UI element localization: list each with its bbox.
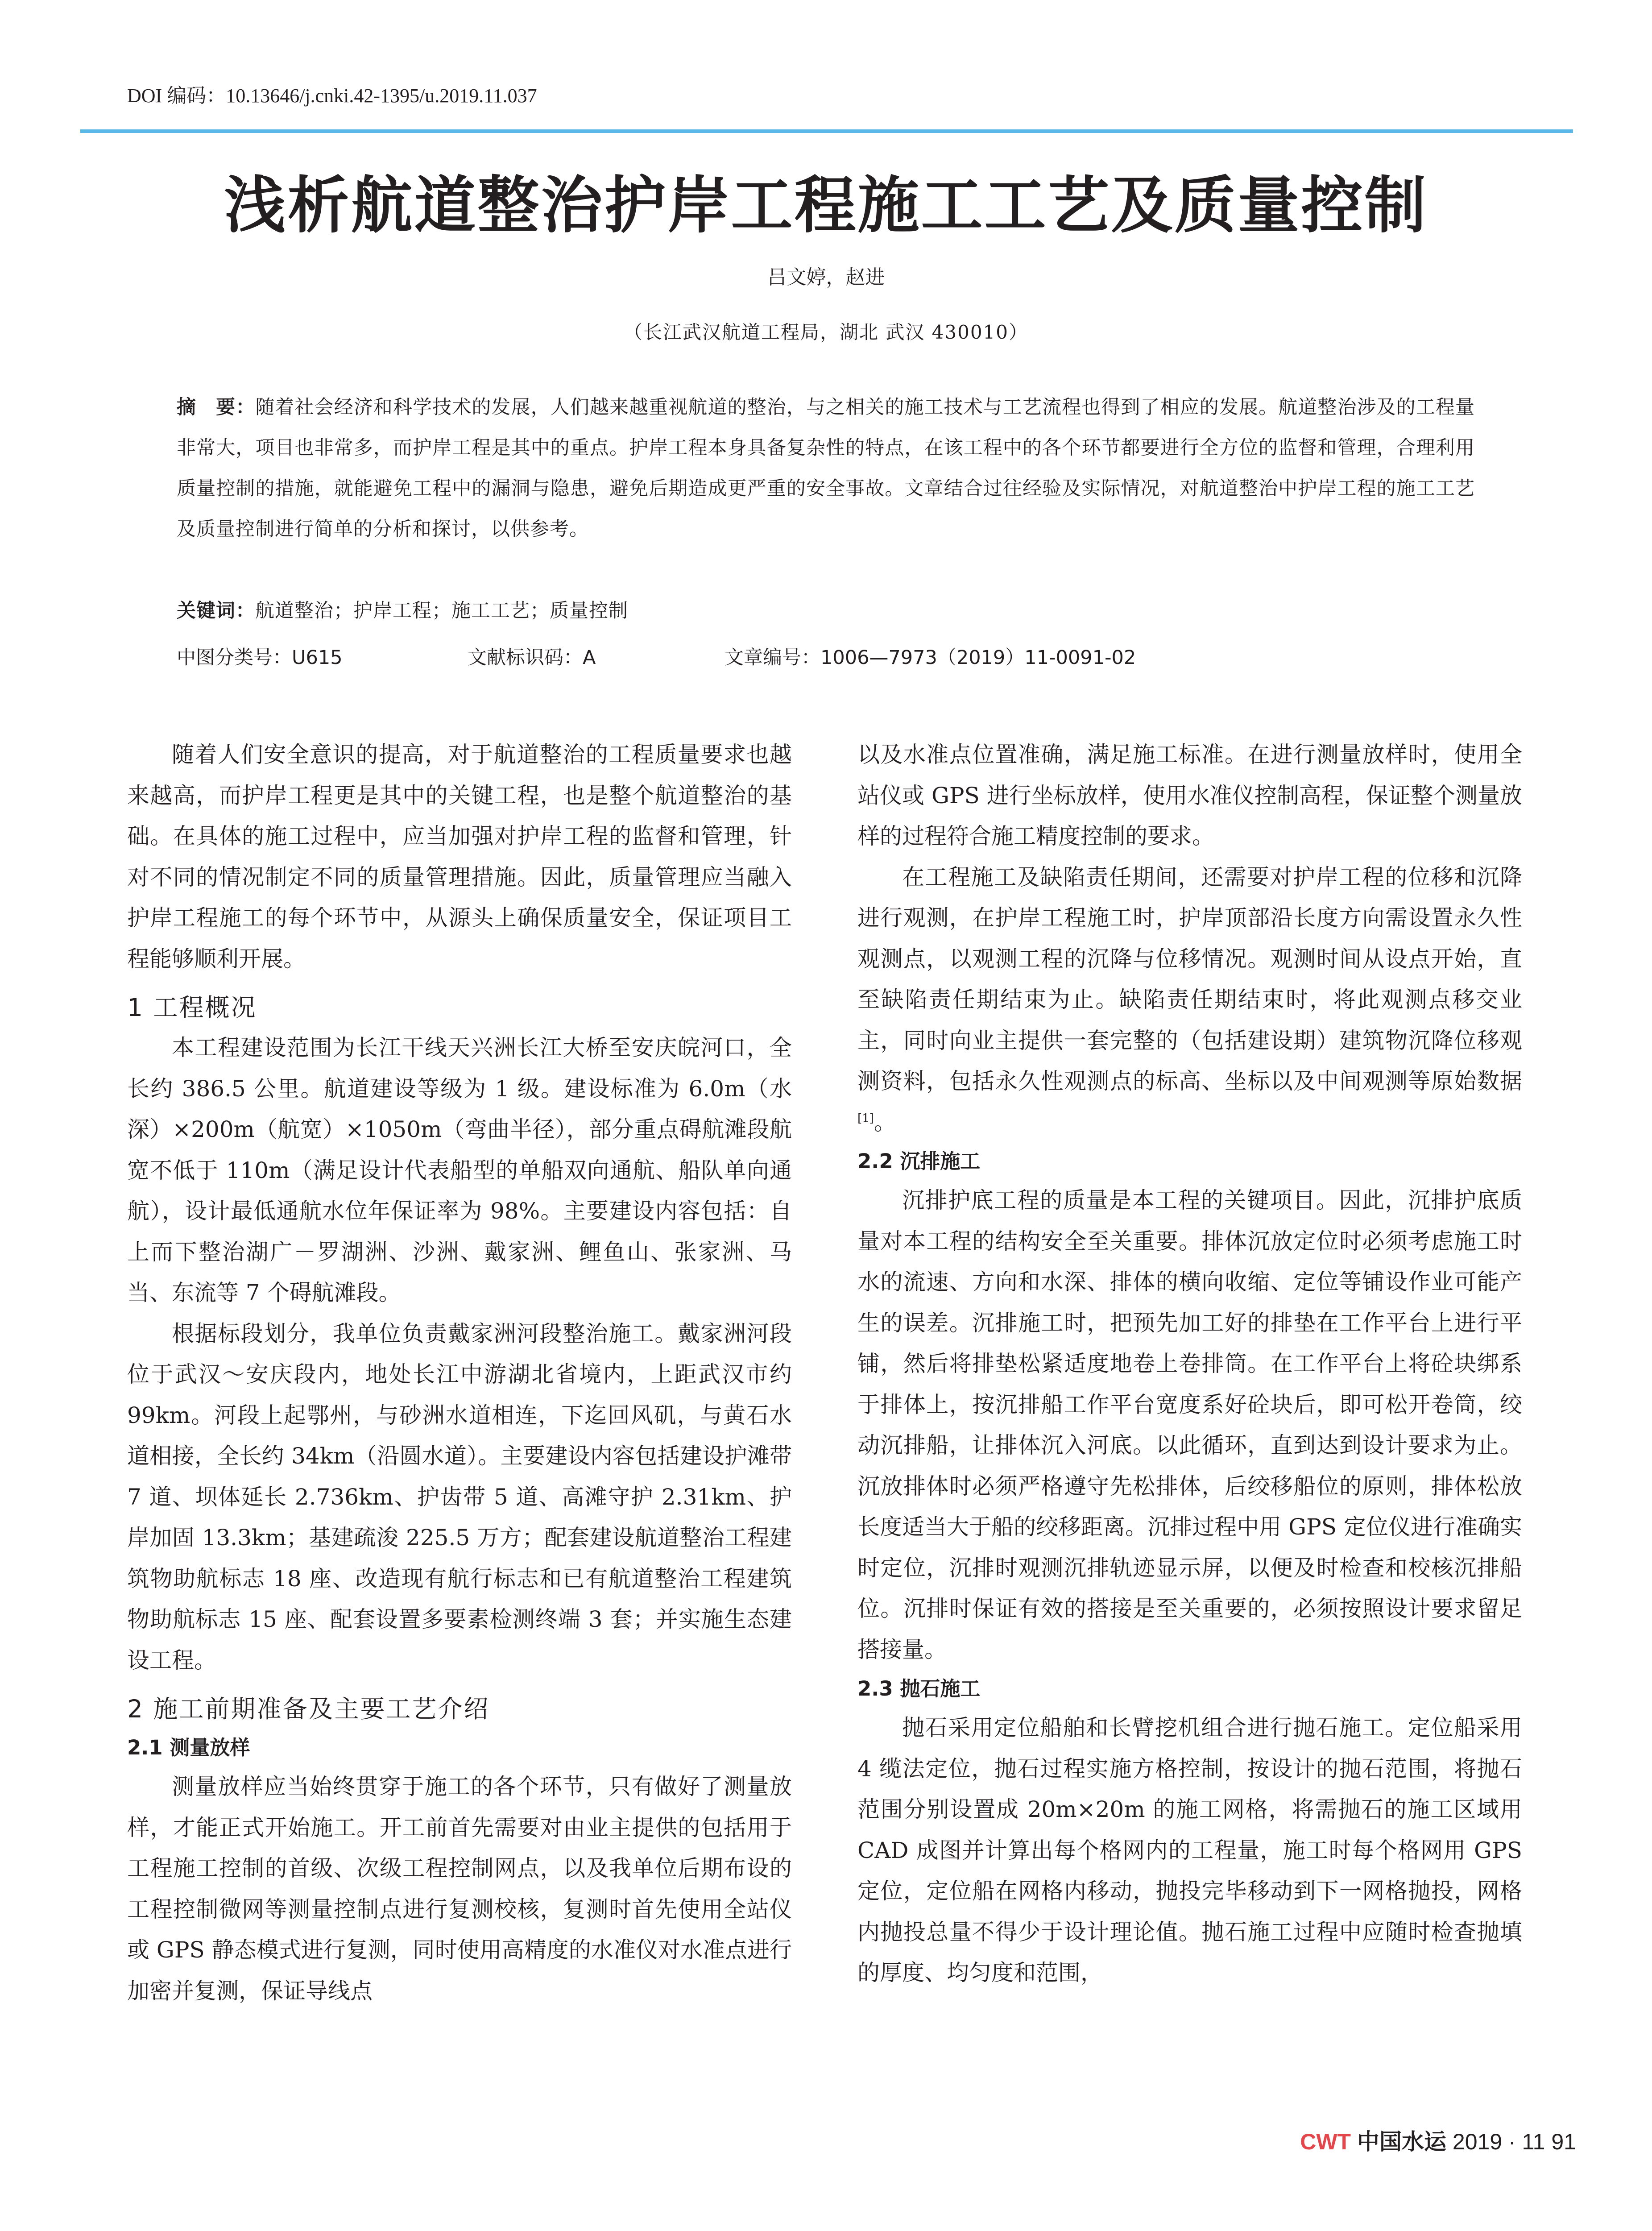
keywords-text: 航道整治；护岸工程；施工工艺；质量控制 <box>255 600 628 622</box>
magazine-name: 中国水运 <box>1357 2128 1446 2155</box>
abstract-text: 随着社会经济和科学技术的发展，人们越来越重视航道的整治，与之相关的施工技术与工艺流程也得到了相应的发展。航道整治涉及的工程量非常大，项目也非常多，而护岸工程是其中的重点。护岸工程本身具备复杂性的特点，在该工程中的各个环节都要进行全方位的监督和管理，合理利用质量控制的措施，就能避免工程中的漏洞与隐患，避免后期造成更严重的安全事故。文章结合过往经验及实际情况，对航道整治中护岸工程的施工工艺及质量控制进行简单的分析和探讨，以供参考。 <box>177 396 1475 540</box>
page-number: 91 <box>1551 2129 1576 2154</box>
header-rule <box>80 129 1573 133</box>
section-1-paragraph-1: 本工程建设范围为长江干线天兴洲长江大桥至安庆皖河口，全长约 386.5 公里。航道建设等级为 1 级。建设标准为 6.0m（水深）×200m（航宽）×1050m（弯曲半径），部分重点碍航滩段航宽不低于 110m（满足设计代表船型的单船双向通航、船队单向通航），设计最低通航水位年保证率为 98%。主要建设内容包括：自上而下整治湖广－罗湖洲、沙洲、戴家洲、鲤鱼山、张家洲、马当、东流等 7 个碍航滩段。 <box>127 1035 792 1306</box>
intro-paragraph: 随着人们安全意识的提高，对于航道整治的工程质量要求也越来越高，而护岸工程更是其中的关键工程，也是整个航道整治的基础。在具体的施工过程中，应当加强对护岸工程的监督和管理，针对不同的情况制定不同的质量管理措施。因此，质量管理应当融入护岸工程施工的每个环节中，从源头上确保质量安全，保证项目工程能够顺利开展。 <box>127 742 792 972</box>
right-column <box>857 734 1522 1994</box>
section-1-heading: 1 工程概况 <box>127 993 257 1022</box>
page-footer <box>1300 2124 1576 2156</box>
section-1-paragraph-2: 根据标段划分，我单位负责戴家洲河段整治施工。戴家洲河段位于武汉～安庆段内，地处长江中游湖北省境内，上距武汉市约 99km。河段上起鄂州，与砂洲水道相连，下迄回风矶，与黄石水道相接，全长约 34km（沿圆水道）。主要建设内容包括建设护滩带 7 道、坝体延长 2.736km、护齿带 5 道、高滩守护 2.31km、护岸加固 13.3km；基建疏浚 225.5 万方；配套建设航道整治工程建筑物助航标志 18 座、改造现有航行标志和已有航道整治工程建筑物助航标志 15 座、配套设置多要素检测终端 3 套；并实施生态建设工程。 <box>127 1320 792 1673</box>
clc-number: 中图分类号：U615 <box>177 647 343 669</box>
doi-line: DOI 编码：10.13646/j.cnki.42-1395/u.2019.11.037 <box>127 85 537 107</box>
section-2-2-paragraph: 沉排护底工程的质量是本工程的关键项目。因此，沉排护底质量对本工程的结构安全至关重要。排体沉放定位时必须考虑施工时水的流速、方向和水深、排体的横向收缩、定位等铺设作业可能产生的误差。沉排施工时，把预先加工好的排垫在工作平台上进行平铺，然后将排垫松紧适度地卷上卷排筒。在工作平台上将砼块绑系于排体上，按沉排船工作平台宽度系好砼块后，即可松开卷筒，绞动沉排船，让排体沉入河底。以此循环，直到达到设计要求为止。沉放排体时必须严格遵守先松排体，后绞移船位的原则，排体松放长度适当大于船的绞移距离。沉排过程中用 GPS 定位仪进行准确实时定位，沉排时观测沉排轨迹显示屏，以便及时检查和校核沉排船位。沉排时保证有效的搭接是至关重要的，必须按照设计要求留足搭接量。 <box>857 1187 1522 1663</box>
abstract-label: 摘 要： <box>177 396 256 419</box>
section-2-1-paragraph-1-continued: 以及水准点位置准确，满足施工标准。在进行测量放样时，使用全站仪或 GPS 进行坐标放样，使用水准仪控制高程，保证整个测量放样的过程符合施工精度控制的要求。 <box>857 742 1522 849</box>
abstract <box>177 387 1475 550</box>
citation-ref: [1] <box>857 1111 874 1125</box>
left-column <box>127 734 792 2011</box>
cwt-logo: CWT <box>1300 2129 1351 2154</box>
authors: 吕文婷，赵进 <box>767 266 885 289</box>
affiliation: （长江武汉航道工程局，湖北 武汉 430010） <box>623 321 1029 343</box>
document-code: 文献标识码：A <box>468 647 596 669</box>
article-number: 文章编号：1006—7973（2019）11-0091-02 <box>725 647 1136 669</box>
section-2-1-heading: 2.1 测量放样 <box>127 1736 250 1759</box>
section-2-1-paragraph-2-end: 。 <box>874 1109 896 1135</box>
paper-title: 浅析航道整治护岸工程施工工艺及质量控制 <box>224 169 1428 241</box>
section-2-1-paragraph-1: 测量放样应当始终贯穿于施工的各个环节，只有做好了测量放样，才能正式开始施工。开工前首先需要对由业主提供的包括用于工程施工控制的首级、次级工程控制网点，以及我单位后期布设的工程控制微网等测量控制点进行复测校核，复测时首先使用全站仪或 GPS 静态模式进行复测，同时使用高精度的水准仪对水准点进行加密并复测，保证导线点 <box>127 1774 792 2004</box>
section-2-3-heading: 2.3 抛石施工 <box>857 1677 981 1700</box>
issue-number: 2019 · 11 <box>1452 2129 1545 2154</box>
section-2-heading: 2 施工前期准备及主要工艺介绍 <box>127 1695 490 1723</box>
keywords-label: 关键词： <box>177 600 255 622</box>
keywords <box>177 596 1475 623</box>
section-2-1-paragraph-2-text: 在工程施工及缺陷责任期间，还需要对护岸工程的位移和沉降进行观测，在护岸工程施工时，护岸顶部沿长度方向需设置永久性观测点，以观测工程的沉降与位移情况。观测时间从设点开始，直至缺陷责任期结束为止。缺陷责任期结束时，将此观测点移交业主，同时向业主提供一套完整的（包括建设期）建筑物沉降位移观测资料，包括永久性观测点的标高、坐标以及中间观测等原始数据 <box>857 864 1522 1094</box>
section-2-3-paragraph: 抛石采用定位船舶和长臂挖机组合进行抛石施工。定位船采用 4 缆法定位，抛石过程实施方格控制，按设计的抛石范围，将抛石范围分别设置成 20m×20m 的施工网格，将需抛石的施工区域用 CAD 成图并计算出每个格网内的工程量，施工时每个格网用 GPS 定位，定位船在网格内移动，抛投完毕移动到下一网格抛投，网格内抛投总量不得少于设计理论值。抛石施工过程中应随时检查抛填的厚度、均匀度和范围， <box>857 1715 1522 1986</box>
section-2-1-paragraph-2 <box>857 857 1522 1143</box>
section-2-2-heading: 2.2 沉排施工 <box>857 1149 981 1173</box>
